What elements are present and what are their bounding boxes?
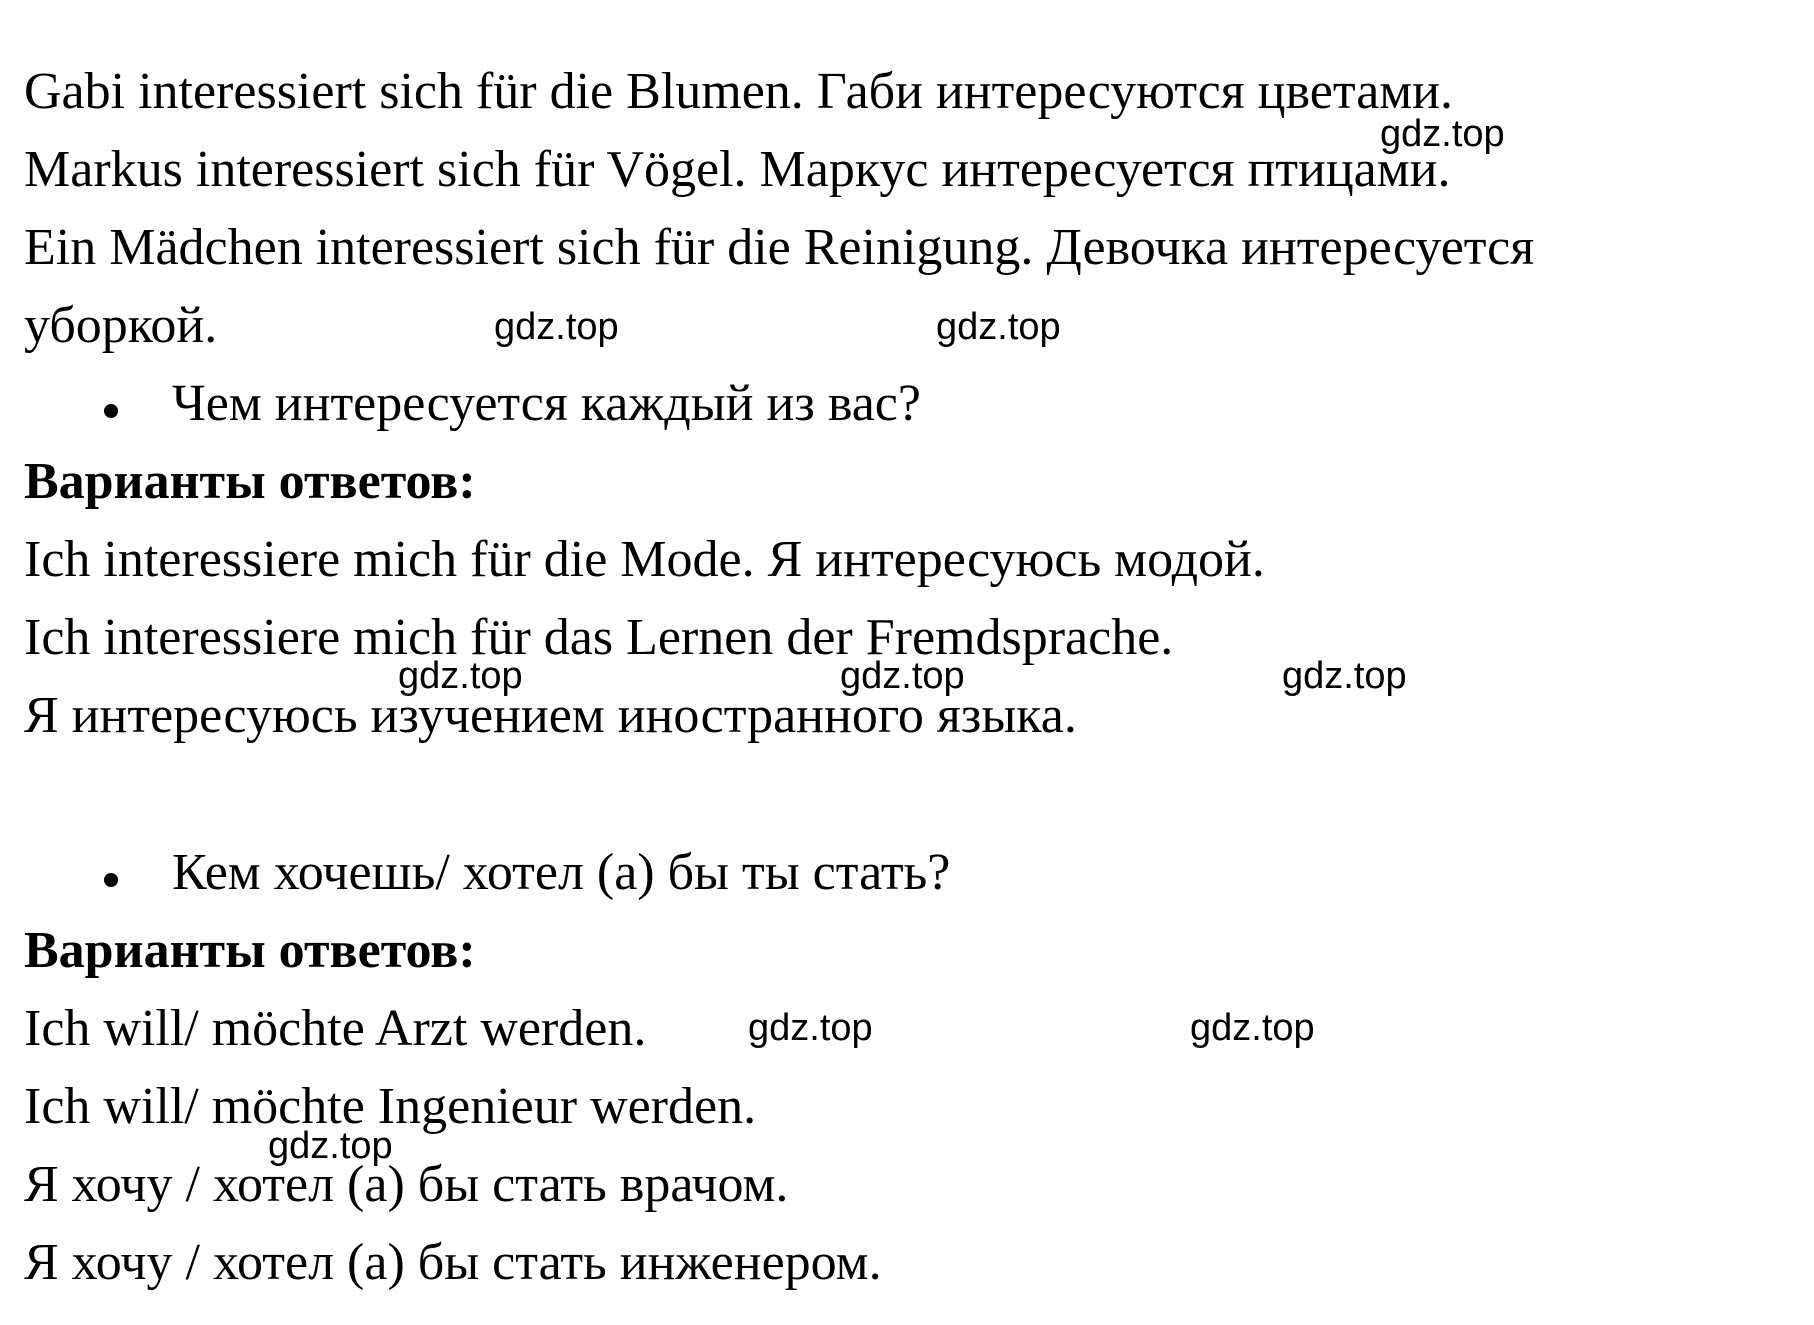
watermark: gdz.top [936,306,1061,348]
answers-heading-1: Варианты ответов: [24,453,476,510]
answer-line-6: Я хочу / хотел (а) бы стать врачом. [24,1156,789,1213]
answer-line-2: Ich interessiere mich für das Lernen der Fremdsprache. [24,609,1174,666]
answer-line-7: Я хочу / хотел (а) бы стать инженером. [24,1234,882,1291]
answer-line-4: Ich will/ möchte Arzt werden. [24,1000,647,1057]
answer-line-5: Ich will/ möchte Ingenieur werden. [24,1078,757,1135]
watermark: gdz.top [494,306,619,348]
text-line-4: уборкой. [24,297,218,354]
bullet-icon [104,873,118,887]
watermark: gdz.top [1190,1007,1315,1049]
question-1: Чем интересуется каждый из вас? [172,375,921,432]
text-line-3: Ein Mädchen interessiert sich für die Reinigung. Девочка интересуется [24,219,1535,276]
watermark: gdz.top [398,655,523,697]
text-line-1: Gabi interessiert sich für die Blumen. Габи интересуются цветами. [24,63,1454,120]
answer-line-3: Я интересуюсь изучением иностранного языка. [24,687,1077,744]
text-line-2: Markus interessiert sich für Vögel. Маркус интересуется птицами. [24,141,1451,198]
watermark: gdz.top [840,655,965,697]
watermark: gdz.top [1380,113,1505,155]
watermark: gdz.top [1282,655,1407,697]
answers-heading-2: Варианты ответов: [24,922,476,979]
watermark: gdz.top [748,1007,873,1049]
bullet-icon [104,404,118,418]
question-2: Кем хочешь/ хотел (а) бы ты стать? [172,844,951,901]
watermark: gdz.top [268,1125,393,1167]
answer-line-1: Ich interessiere mich für die Mode. Я интересуюсь модой. [24,531,1265,588]
